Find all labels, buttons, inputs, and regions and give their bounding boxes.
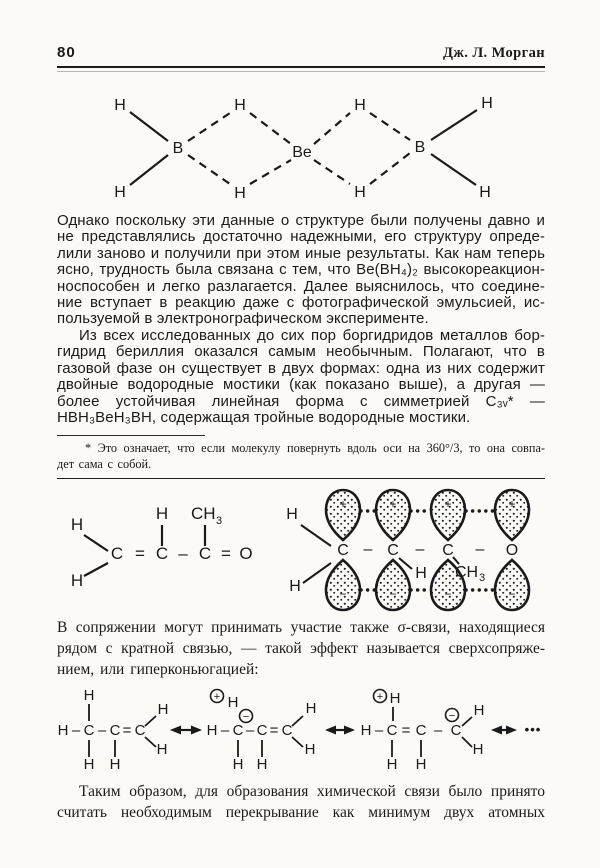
text-line: более устойчивая линейная форма с симметрией C₃ᵥ* — [57, 392, 545, 410]
atom-label-h: H [227, 694, 239, 711]
resonance-arrow [170, 726, 202, 735]
atom-label-c: C [387, 542, 399, 559]
minus-sign: − [448, 710, 456, 722]
atom-label-c: C [442, 542, 454, 559]
atom-label-h: H [415, 565, 427, 582]
atom-label-o: O [505, 542, 519, 559]
figure-resonance-structures [55, 687, 545, 779]
footnote-separator [57, 435, 205, 436]
labels [207, 694, 317, 773]
author-name: Дж. Л. Морган [443, 45, 545, 61]
figure-conjugation-orbitals [55, 484, 545, 616]
atom-label-c: C [109, 722, 121, 739]
minus-sign: − [242, 711, 250, 723]
atom-label-h: H [256, 756, 268, 773]
single-bond-glyph: – [220, 722, 230, 739]
atom-label-h: H [304, 741, 316, 758]
minus-sign: − [389, 587, 397, 601]
orbital-lobe-bottom [376, 560, 410, 610]
single-bond-glyph: – [433, 722, 443, 739]
plus-sign: + [508, 497, 516, 511]
single-bond-glyph: – [415, 541, 425, 558]
resonance-structure-3 [361, 690, 485, 774]
methyl-subscript: 3 [216, 515, 223, 527]
minus-sign: − [339, 587, 347, 601]
text-line: считать необходимым перекрывание как минимум двух атомных [57, 804, 545, 821]
text-line: газовой фазе он существует в двух формах: одна из них содержит [57, 359, 545, 377]
atom-label-h: H [155, 504, 169, 523]
orbital-lobes [326, 490, 529, 610]
atom-label-c: C [281, 722, 293, 739]
atom-label-h: H [234, 97, 246, 114]
text-line: гидрид бериллия оказался самым необычным. Полагают, что в [57, 343, 545, 361]
atom-label-h: H [305, 700, 317, 717]
labels [58, 687, 169, 773]
text-line: Из всех исследованных до сих пор боргидридов металлов бор- [79, 327, 545, 344]
plus-sign: + [339, 497, 347, 511]
atom-labels [114, 95, 493, 202]
single-bond-glyph: – [363, 541, 373, 558]
paragraph-hyperconjugation-intro [57, 617, 545, 680]
single-bond-glyph: – [71, 722, 81, 739]
plus-sign: + [376, 691, 384, 703]
figure-borohydride-structure [0, 85, 600, 213]
resonance-structure-2 [207, 690, 317, 774]
atom-label-h: H [156, 741, 168, 758]
atom-label-h: H [70, 571, 84, 590]
minus-sign: − [508, 587, 516, 601]
atom-label-h: H [234, 185, 246, 202]
continuation-dots: ••• [524, 722, 542, 737]
formula-labels [71, 504, 253, 590]
section-rule [57, 478, 545, 479]
header-rule-faint [57, 71, 545, 72]
plus-sign: + [389, 497, 397, 511]
atom-label-h: H [114, 97, 126, 114]
atom-label-h: H [286, 506, 298, 523]
atom-label-h: H [232, 756, 244, 773]
text-line: Однако поскольку эти данные о структуре были получены давно и [57, 212, 545, 229]
page-number: 80 [57, 44, 76, 61]
text-line: нием, или гиперконьюгацией: [57, 661, 259, 678]
atom-label-h: H [415, 756, 427, 773]
atom-label-h: H [479, 184, 491, 201]
atom-label-c: C [198, 544, 212, 563]
atom-label-h: H [289, 578, 301, 595]
orbital-lobe-bottom [495, 560, 529, 610]
atom-label-h: H [83, 756, 95, 773]
text-line: Таким образом, для образования химической связи было принято [79, 783, 545, 800]
atom-label-c: C [256, 722, 268, 739]
single-bond-glyph: – [178, 544, 188, 563]
methyl-label: CH [455, 564, 479, 581]
double-bond-glyph: = [401, 722, 411, 739]
text-line: ние вступает в реакцию даже с фотографической эмульсией, ис- [57, 294, 545, 312]
double-bond-glyph: = [221, 544, 231, 563]
header-rule [57, 66, 545, 68]
atom-label-h: H [114, 184, 126, 201]
footnote [57, 441, 545, 472]
atom-label-o: O [239, 544, 253, 563]
text-line: ясно, трудность была связана с тем, что Be(BH₄)₂ высокореакцион- [57, 261, 545, 279]
single-bond-glyph: – [97, 722, 107, 739]
atom-label-h: H [386, 756, 398, 773]
double-bond-glyph: = [269, 722, 279, 739]
text-line: HBH₃BeH₃BH, содержащая тройные водородные мостики. [57, 409, 471, 427]
atom-label-h: H [473, 702, 485, 719]
text-line: лили заново и получили при этом иные результаты. Как нам теперь [57, 244, 545, 262]
paragraph-conclusion [57, 781, 545, 823]
orbital-lobe-bottom [326, 560, 360, 610]
atom-label-h: H [472, 741, 484, 758]
single-bond-glyph: – [374, 722, 384, 739]
atom-label-h: H [354, 184, 366, 201]
atom-label-h: H [481, 95, 493, 112]
atom-label-h: H [57, 722, 69, 739]
atom-label-c: C [386, 722, 398, 739]
atom-label-h: H [354, 97, 366, 114]
atom-label-h: H [157, 701, 169, 718]
minus-sign: − [444, 587, 452, 601]
atom-label-h: H [206, 722, 218, 739]
plus-sign: + [213, 691, 221, 703]
single-bond-glyph: – [475, 541, 485, 558]
atom-label-c: C [155, 544, 169, 563]
atom-label-c: C [134, 722, 146, 739]
atom-label-c: C [110, 544, 124, 563]
text-line: рядом с кратной связью, — такой эффект называется сверхсопряже- [57, 640, 545, 657]
atom-label-c: C [83, 722, 95, 739]
plus-sign: + [444, 497, 452, 511]
atom-label-b: B [414, 139, 426, 156]
resonance-arrow [325, 726, 355, 735]
text-line: не представлялись достаточно надежными, его структуру опреде- [57, 228, 545, 246]
page-header [57, 44, 545, 62]
atom-label-b: B [172, 140, 184, 157]
single-bond-glyph: – [245, 722, 255, 739]
resonance-structure-1 [58, 687, 169, 773]
resonance-arrow [491, 726, 517, 735]
atom-label-h: H [70, 515, 84, 534]
orbital-diagram [286, 490, 529, 610]
atom-label-h: H [83, 687, 95, 704]
atom-label-h: H [109, 756, 121, 773]
atom-label-be: Be [292, 144, 312, 161]
text-line: носпособен и легко разлагается. Далее выяснилось, что соедине- [57, 277, 545, 295]
atom-label-c: C [450, 722, 462, 739]
paragraph-borohydride-forms [57, 328, 545, 426]
atom-label-c: C [415, 722, 427, 739]
text-line: дет сама с собой. [57, 456, 152, 471]
atom-label-h: H [360, 722, 372, 739]
methyl-subscript: 3 [479, 572, 486, 584]
double-bond-glyph: = [135, 544, 145, 563]
atom-label-h: H [389, 690, 401, 707]
atom-label-c: C [232, 722, 244, 739]
text-line: * Это означает, что если молекулу повернуть вдоль оси на 360°/3, то она совпа- [85, 441, 545, 455]
double-bond-glyph: = [122, 722, 132, 739]
paragraph-structure-history [57, 213, 545, 328]
text-line: двойные водородные мостики (как показано выше), а другая — [57, 376, 545, 394]
text-line: пользуемой в электронографическом эксперименте. [57, 310, 429, 328]
text-line: В сопряжении могут принимать участие также σ-связи, находящиеся [57, 619, 545, 636]
methyl-label: CH [191, 504, 216, 523]
skeletal-formula [71, 504, 253, 590]
atom-label-c: C [337, 542, 349, 559]
